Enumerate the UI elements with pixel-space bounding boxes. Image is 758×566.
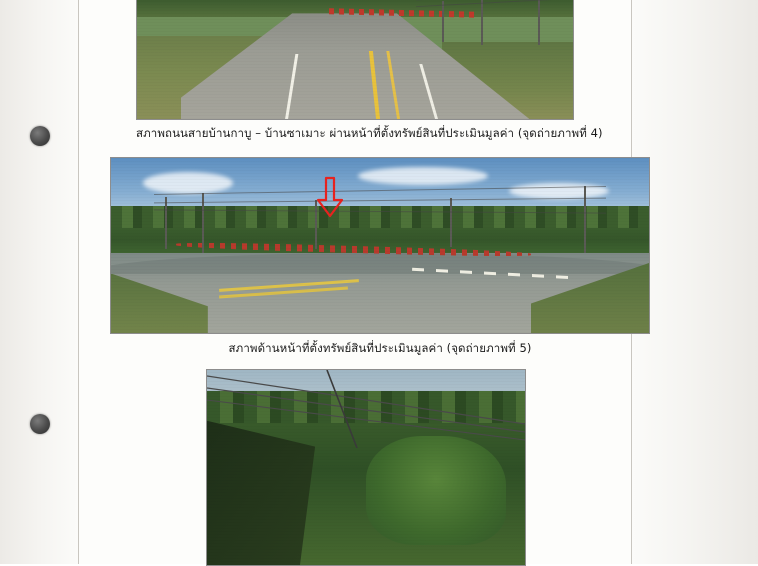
road-photo-panorama bbox=[110, 157, 650, 334]
utility-pole bbox=[165, 197, 167, 250]
utility-pole bbox=[442, 1, 444, 43]
page-fold-line-left bbox=[78, 0, 79, 564]
page-left-margin bbox=[0, 0, 78, 564]
palm-foliage-right bbox=[366, 436, 506, 545]
power-wires-group bbox=[207, 370, 525, 448]
figure-2 bbox=[110, 157, 650, 358]
utility-poles-group bbox=[137, 0, 573, 119]
punch-hole-bottom bbox=[30, 414, 50, 434]
vegetation-photo-bottom bbox=[206, 369, 526, 566]
utility-poles-group bbox=[111, 158, 649, 333]
power-wire bbox=[416, 0, 573, 7]
figure-3 bbox=[206, 369, 526, 566]
utility-pole bbox=[450, 198, 452, 247]
figure-2-caption: สภาพด้านหน้าที่ตั้งทรัพย์สินที่ประเมินมูลค่า (จุดถ่ายภาพที่ 5) bbox=[228, 341, 532, 355]
figure-1-caption: สภาพถนนสายบ้านกาบู – บ้านซาเมาะ ผ่านหน้าที่ตั้งทรัพย์สินที่ประเมินมูลค่า (จุดถ่ายภาพที่ 4) bbox=[136, 126, 603, 140]
red-down-arrow-icon bbox=[315, 176, 345, 218]
road-photo-top bbox=[136, 0, 574, 120]
punch-hole-top bbox=[30, 126, 50, 146]
page-right-margin bbox=[632, 0, 758, 564]
utility-pole bbox=[481, 0, 483, 45]
utility-pole bbox=[584, 186, 586, 253]
power-wire bbox=[154, 198, 606, 204]
power-wire bbox=[154, 209, 606, 213]
figure-1 bbox=[136, 0, 603, 143]
power-wire bbox=[154, 186, 606, 195]
utility-pole bbox=[538, 0, 540, 45]
